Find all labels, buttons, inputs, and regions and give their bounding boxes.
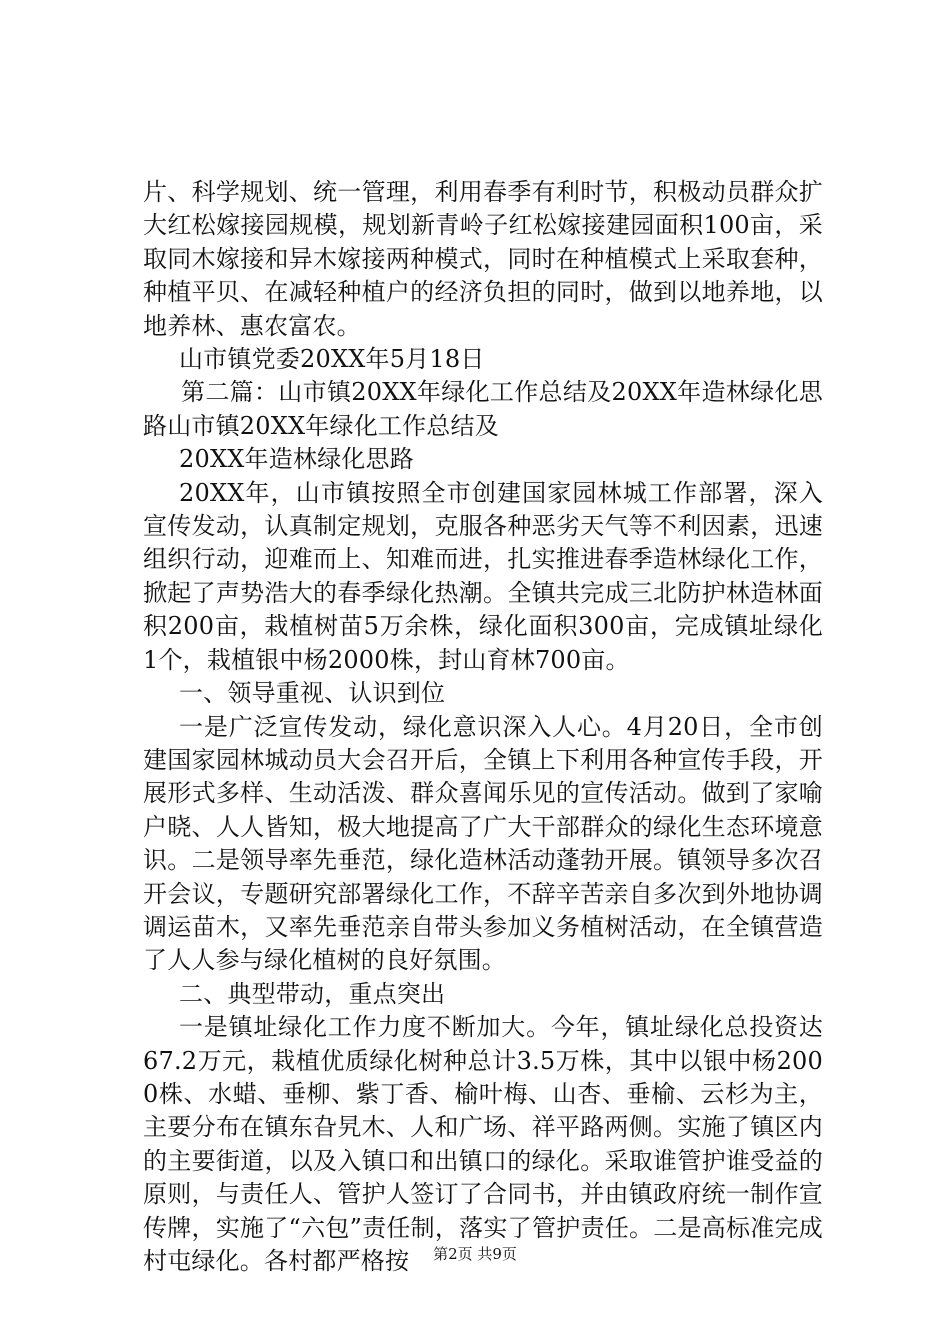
page-number-footer: 第2页 共9页	[433, 1245, 517, 1263]
paragraph-leadership: 一是广泛宣传发动，绿化意识深入人心。4月20日，全市创建国家园林城动员大会召开后，全镇上下利用各种宣传手段，开展形式多样、生动活泼、群众喜闻乐见的宣传活动。做到了家喻户晓、人人皆知，极大地提高了广大干部群众的绿化生态环境意识。二是领导率先垂范，绿化造林活动蓬勃开展。镇领导多次召开会议，专题研究部署绿化工作，不辞辛苦亲自多次到外地协调调运苗木，又率先垂范亲自带头参加义务植树活动，在全镇营造了人人参与绿化植树的良好氛围。	[143, 712, 823, 975]
paragraph-typical-drive: 一是镇址绿化工作力度不断加大。今年，镇址绿化总投资达67.2万元，栽植优质绿化树种总计3.5万株，其中以银中杨2000株、水蜡、垂柳、紫丁香、榆叶梅、山杏、垂榆、云杉为主，主要分布在镇东旮旯木、人和广场、祥平路两侧。实施了镇区内的主要街道，以及入镇口和出镇口的绿化。采取谁管护谁受益的原则，与责任人、管护人签订了合同书，并由镇政府统一制作宣传牌，实施了“六包”责任制，落实了管护责任。二是高标准完成村屯绿化。各村都严格按	[143, 1013, 823, 1275]
paragraph-continuation: 片、科学规划、统一管理，利用春季有利时节，积极动员群众扩大红松嫁接园规模，规划新青岭子红松嫁接建园面积100亩，采取同木嫁接和异木嫁接两种模式，同时在种植模式上采取套种，种植平贝、在减轻种植户的经济负担的同时，做到以地养地，以地养林、惠农富农。	[143, 178, 823, 340]
document-body	[143, 176, 823, 1278]
heading-leadership: 一、领导重视、认识到位	[179, 679, 446, 708]
paragraph-overview: 20XX年，山市镇按照全市创建国家园林城工作部署，深入宣传发动，认真制定规划，克服各种恶劣天气等不利因素，迅速组织行动，迎难而上、知难而进，扎实推进春季造林绿化工作，掀起了声势浩大的春季绿化热潮。全镇共完成三北防护林造林面积200亩，栽植树苗5万余株，绿化面积300亩，完成镇址绿化1个，栽植银中杨2000株，封山育林700亩。	[143, 478, 823, 674]
signature-date-line: 山市镇党委20XX年5月18日	[179, 345, 485, 374]
heading-typical-drive: 二、典型带动，重点突出	[179, 979, 446, 1008]
section-subtitle: 20XX年造林绿化思路	[179, 445, 414, 474]
section-title: 第二篇：山市镇20XX年绿化工作总结及20XX年造林绿化思路山市镇20XX年绿化工作总结及	[143, 378, 823, 440]
